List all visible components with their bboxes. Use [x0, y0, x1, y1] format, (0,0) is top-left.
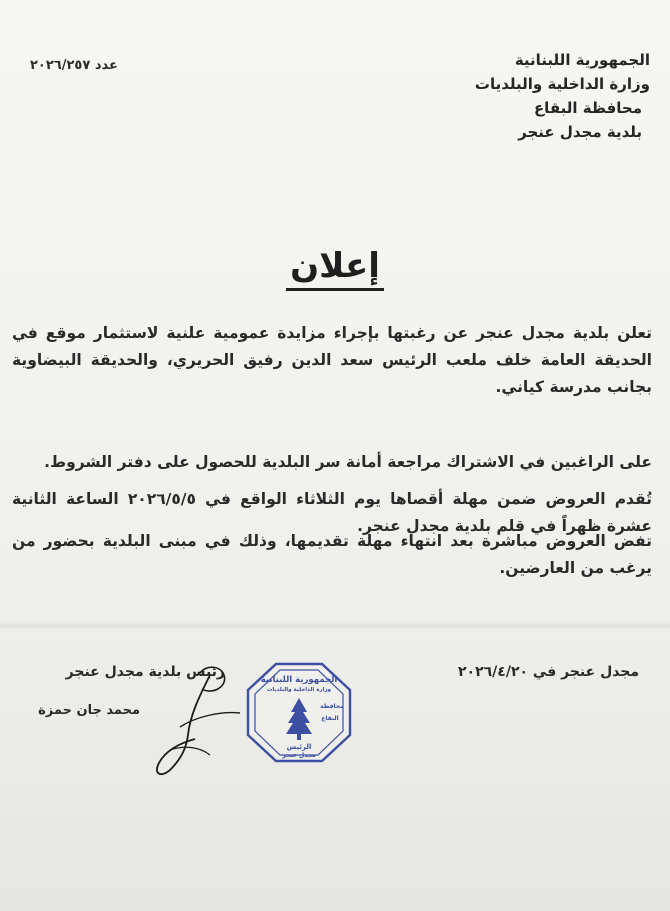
announcement-title-text: إعلان — [286, 246, 384, 291]
date-line: مجدل عنجر في ٢٠٢٦/٤/٢٠ — [458, 664, 640, 680]
stamp-text-country: الجمهورية اللبنانية — [260, 675, 338, 685]
letterhead-ministry: وزارة الداخلية والبلديات — [474, 75, 650, 93]
handwritten-signature — [140, 655, 255, 785]
paragraph-deadline: تُقدم العروض ضمن مهلة أقصاها يوم الثلاثاء الواقع في ٢٠٢٦/٥/٥ الساعة الثانية عشرة ظهراً في قلم بلدية مجدل عنجر. — [12, 490, 652, 535]
stamp-text-governorate: محافظة — [320, 703, 344, 710]
paper-fold — [0, 622, 670, 630]
paragraph-opening: تفض العروض مباشرة بعد انتهاء مهلة تقديمها، وذلك في مبنى البلدية بحضور من يرغب من العارضين. — [12, 532, 652, 577]
announcement-title — [0, 246, 670, 286]
stamp-text-president: الرئيس — [286, 743, 312, 751]
stamp-text-ministry: وزارة الداخلية والبلديات — [266, 687, 332, 693]
letterhead — [475, 48, 650, 144]
stamp-text-region: البقاع — [321, 715, 339, 722]
paragraph-auction: تعلن بلدية مجدل عنجر عن رغبتها بإجراء مزايدة عمومية علنية لاستثمار موقع في الحديقة العامة خلف ملعب الرئيس سعد الدين رفيق الحريري، والحديقة البيضاوية بجانب مدرسة كياني. — [12, 324, 652, 396]
reference-number: عدد ٢٠٢٦/٢٥٧ — [30, 58, 118, 73]
letterhead-governorate: محافظة البقاع — [533, 99, 642, 117]
signatory-name: محمد جان حمزة — [38, 703, 140, 718]
letterhead-country: الجمهورية اللبنانية — [514, 51, 650, 69]
letterhead-municipality: بلدية مجدل عنجر — [518, 123, 642, 141]
paragraph-conditions: على الراغبين في الاشتراك مراجعة أمانة سر البلدية للحصول على دفتر الشروط. — [44, 453, 652, 471]
stamp-text-municipality: مجدل عنجر — [282, 752, 316, 759]
signatory-title: رئيس بلدية مجدل عنجر — [65, 664, 225, 680]
official-stamp — [244, 660, 354, 765]
